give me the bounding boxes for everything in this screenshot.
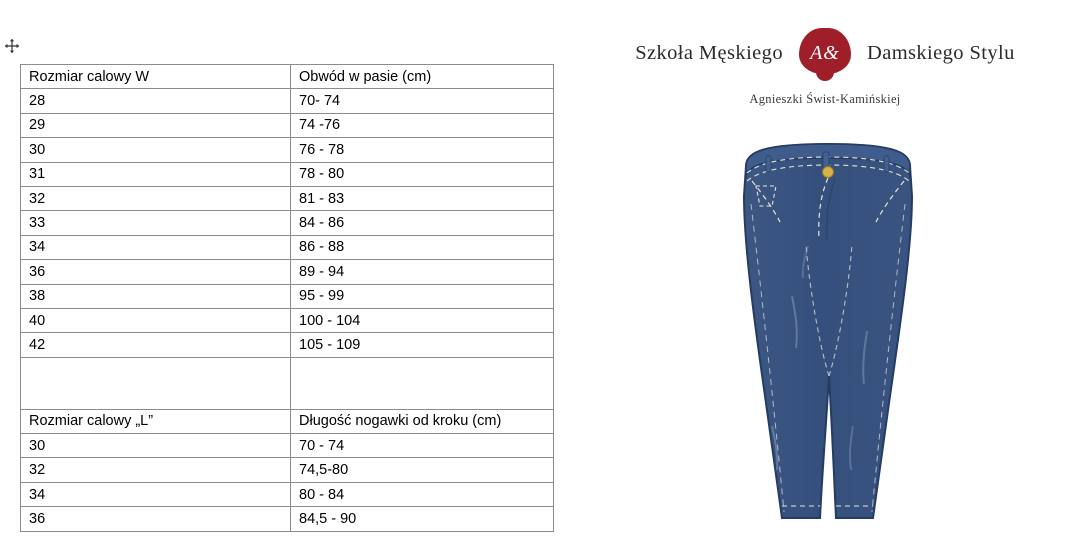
table-row (21, 211, 554, 235)
table-cell: 42 (21, 333, 291, 357)
table-cell: 78 - 80 (291, 162, 554, 186)
table-cell: 100 - 104 (291, 308, 554, 332)
table-cell: 86 - 88 (291, 235, 554, 259)
brand-panel (570, 0, 1080, 540)
table-cell (21, 357, 291, 409)
table-row (21, 409, 554, 433)
logo-shield-icon (797, 28, 853, 78)
table-cell: 95 - 99 (291, 284, 554, 308)
table-header-cell: Długość nogawki od kroku (cm) (291, 409, 554, 433)
table-row (21, 308, 554, 332)
table-header-cell: Rozmiar calowy „L” (21, 409, 291, 433)
table-cell: 74,5-80 (291, 458, 554, 482)
table-row (21, 458, 554, 482)
table-cell: 81 - 83 (291, 186, 554, 210)
table-cell: 34 (21, 235, 291, 259)
table-cell: 84 - 86 (291, 211, 554, 235)
move-handle-icon[interactable] (4, 38, 20, 54)
table-cell: 105 - 109 (291, 333, 554, 357)
jeans-illustration (668, 126, 988, 526)
table-cell: 34 (21, 482, 291, 506)
table-cell: 38 (21, 284, 291, 308)
table-cell: 76 - 78 (291, 138, 554, 162)
table-cell: 89 - 94 (291, 260, 554, 284)
table-cell: 36 (21, 260, 291, 284)
table-row (21, 434, 554, 458)
table-cell: 31 (21, 162, 291, 186)
table-cell: 74 -76 (291, 113, 554, 137)
table-row (21, 235, 554, 259)
logo-text-left: Szkoła Męskiego (635, 41, 783, 64)
logo-subtitle: Agnieszki Świst-Kamińskiej (749, 92, 901, 106)
table-cell: 84,5 - 90 (291, 507, 554, 531)
table-row (21, 333, 554, 357)
table-cell (291, 357, 554, 409)
table-cell: 33 (21, 211, 291, 235)
table-row (21, 186, 554, 210)
table-cell: 70 - 74 (291, 434, 554, 458)
brand-logo (570, 28, 1080, 78)
table-cell: 70- 74 (291, 89, 554, 113)
table-row (21, 113, 554, 137)
table-cell: 36 (21, 507, 291, 531)
table-cell: 29 (21, 113, 291, 137)
table-cell: 40 (21, 308, 291, 332)
table-row (21, 138, 554, 162)
table-row (21, 65, 554, 89)
table-cell: 32 (21, 458, 291, 482)
table-spacer-row (21, 357, 554, 409)
table-row (21, 284, 554, 308)
logo-text-right: Damskiego Stylu (866, 41, 1015, 64)
table-row (21, 482, 554, 506)
table-cell: 28 (21, 89, 291, 113)
table-row (21, 89, 554, 113)
table-cell: 32 (21, 186, 291, 210)
table-cell: 30 (21, 434, 291, 458)
table-header-cell: Obwód w pasie (cm) (291, 65, 554, 89)
table-header-cell: Rozmiar calowy W (21, 65, 291, 89)
table-row (21, 507, 554, 531)
table-cell: 80 - 84 (291, 482, 554, 506)
logo-monogram: A& (810, 41, 840, 64)
table-row (21, 260, 554, 284)
table-row (21, 162, 554, 186)
size-chart-table (20, 64, 554, 532)
table-cell: 30 (21, 138, 291, 162)
